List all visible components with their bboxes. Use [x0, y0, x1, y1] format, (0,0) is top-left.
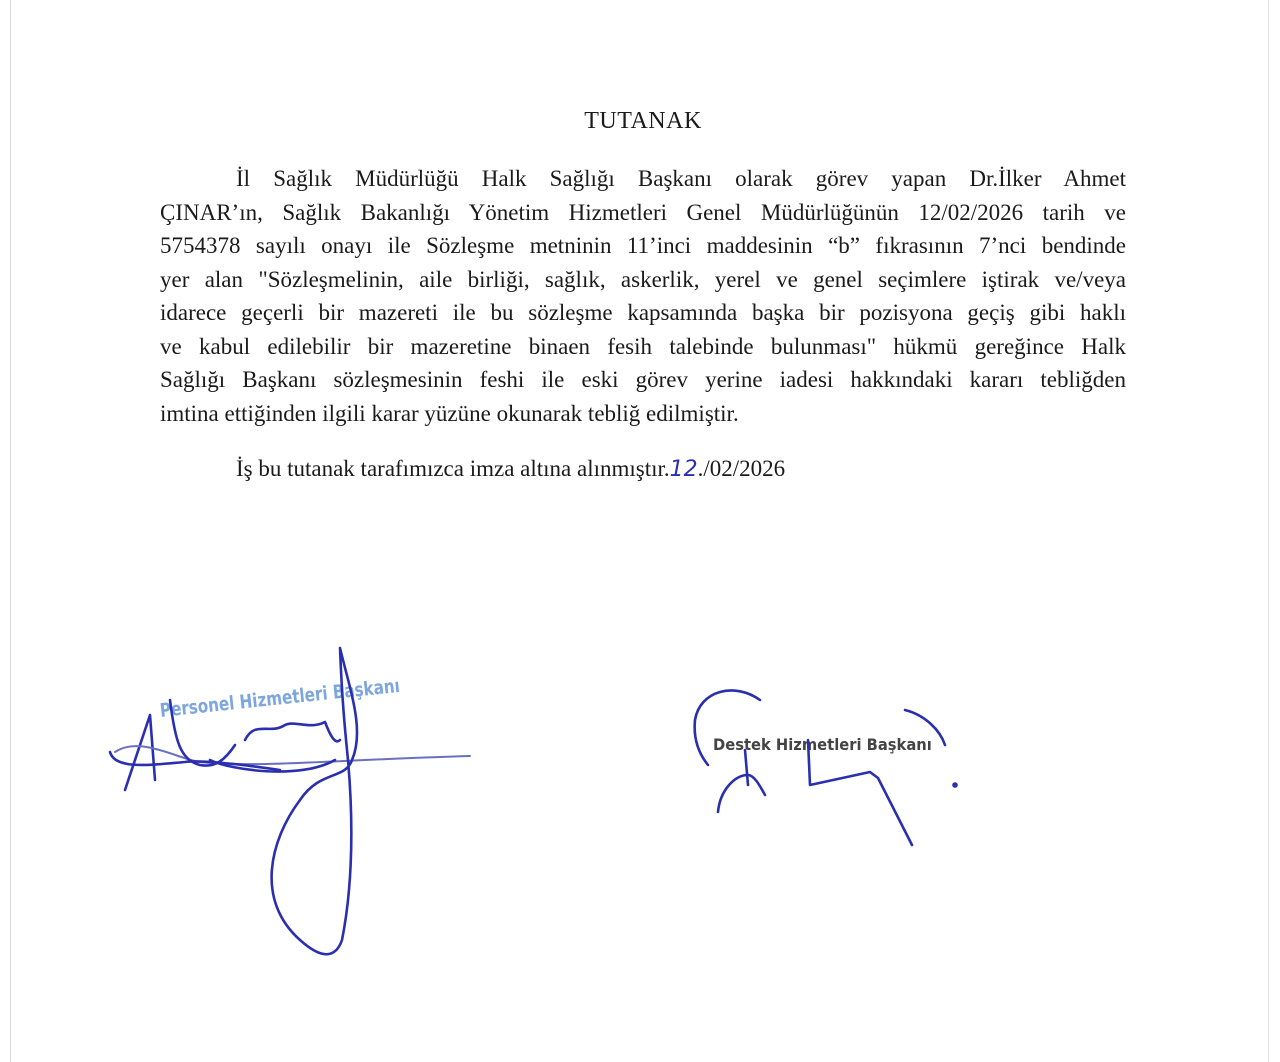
stamp-destek: Destek Hizmetleri Başkanı: [713, 735, 932, 754]
body-line: yer alan "Sözleşmelinin, aile birliği, sağlık, askerlik, yerel ve genel seçimlere iştirak ve/veya: [160, 266, 1126, 292]
closing-text: İş bu tutanak tarafımızca imza altına alınmıştır.: [236, 456, 670, 481]
body-line: ÇINAR’ın, Sağlık Bakanlığı Yönetim Hizmetleri Genel Müdürlüğünün 12/02/2026 tarih ve: [160, 199, 1126, 225]
signature-right: [695, 690, 957, 845]
closing-line: İş bu tutanak tarafımızca imza altına alınmıştır.12./02/2026: [236, 456, 786, 482]
body-line: idarece geçerli bir mazereti ile bu sözleşme kapsamında başka bir pozisyona geçiş gibi haklı: [160, 300, 1126, 325]
body-line: imtina ettiğinden ilgili karar yüzüne okunarak tebliğ edilmiştir.: [160, 400, 739, 426]
body-line: Sağlığı Başkanı sözleşmesinin feshi ile eski görev yerine iadesi hakkındaki kararı tebliğden: [160, 367, 1126, 392]
body-line: ve kabul edilebilir bir mazeretine binaen fesih talebinde bulunması" hükmü gereğince Halk: [160, 333, 1126, 359]
handwritten-day: 12: [669, 457, 698, 482]
body-line: İl Sağlık Müdürlüğü Halk Sağlığı Başkanı olarak görev yapan Dr.İlker Ahmet: [236, 166, 1126, 191]
signature-left: [110, 648, 470, 954]
body-line: 5754378 sayılı onayı ile Sözleşme metninin 11’inci maddesinin “b” fıkrasının 7’nci bendinde: [160, 233, 1126, 258]
closing-date: /02/2026: [703, 456, 786, 481]
document-title: TUTANAK: [584, 108, 702, 134]
stamp-personel: Personel Hizmetleri Başkanı: [158, 674, 401, 722]
